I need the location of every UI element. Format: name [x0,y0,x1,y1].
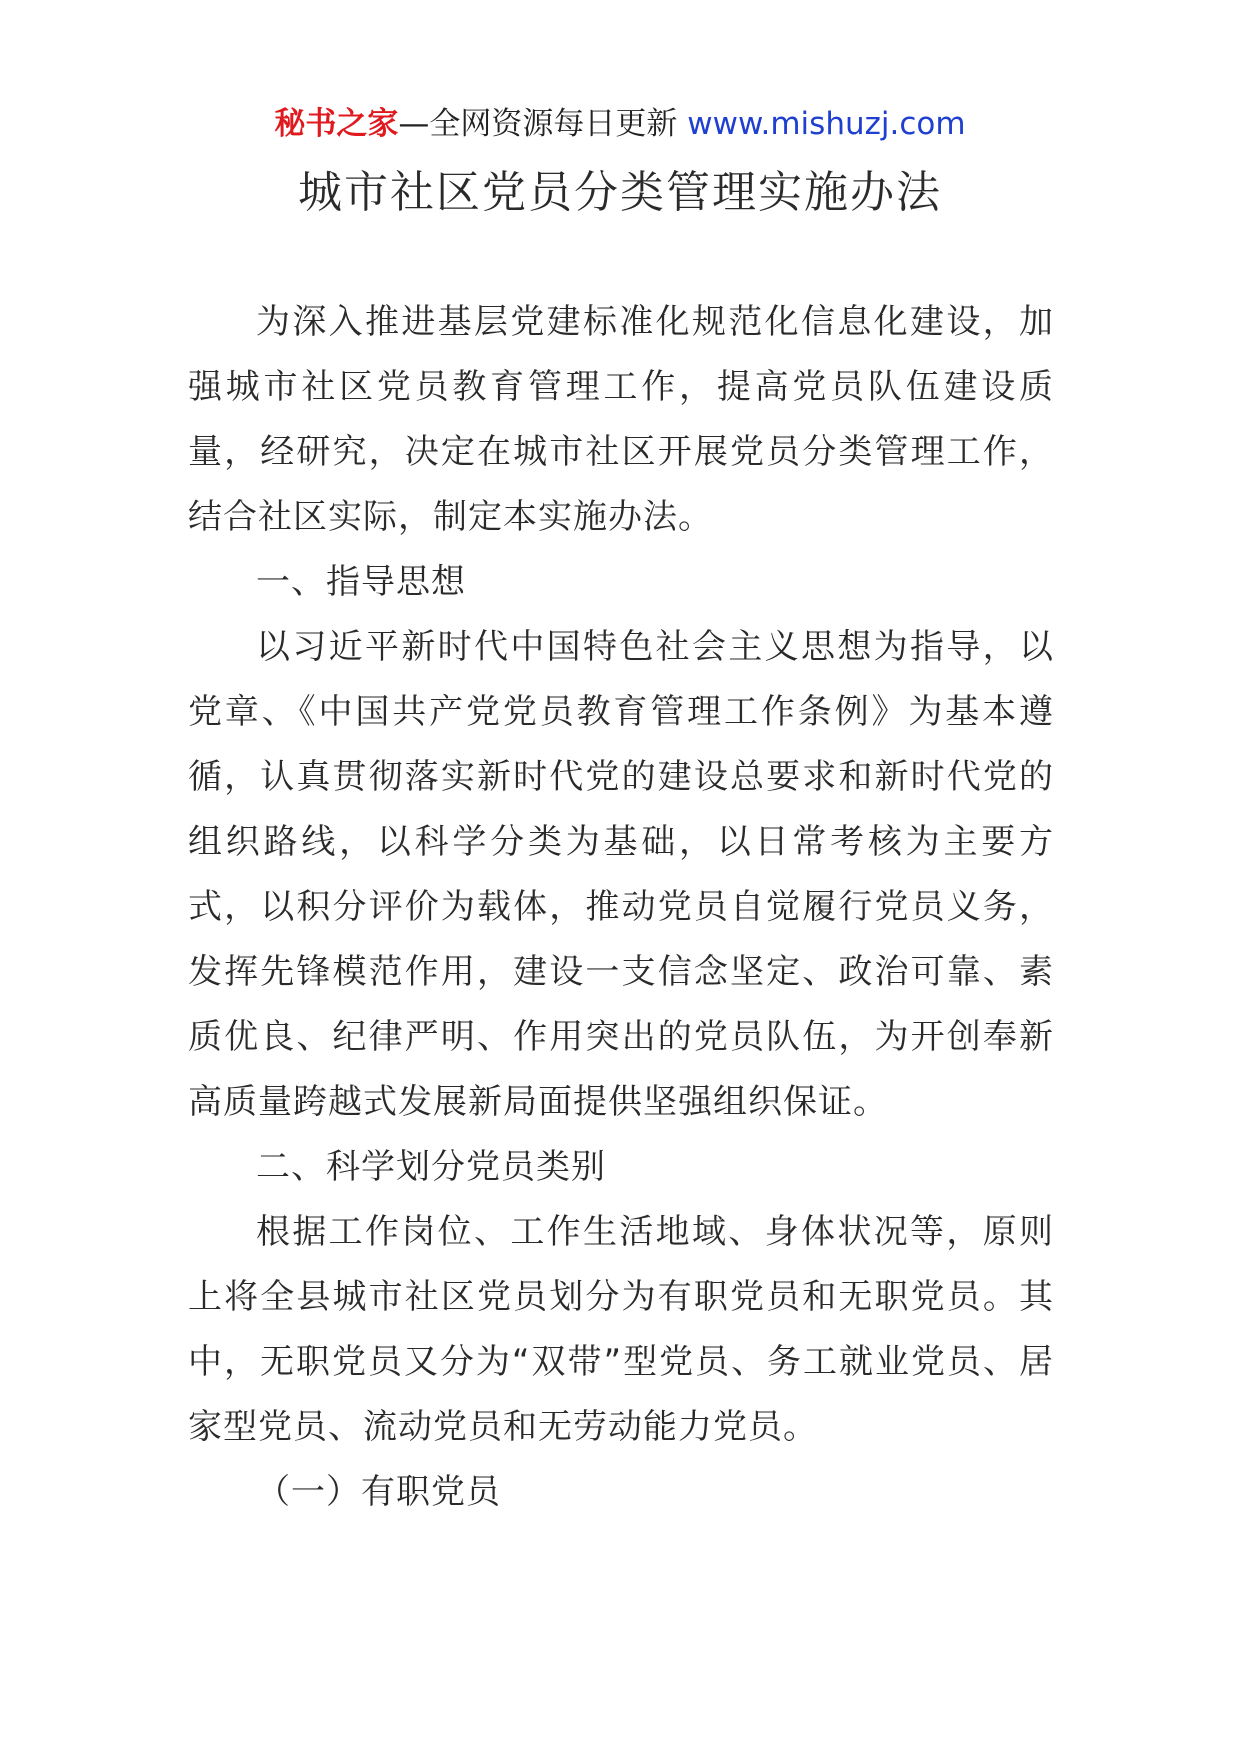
guiding-ideology-paragraph: 以习近平新时代中国特色社会主义思想为指导，以党章、《中国共产党党员教育管理工作条例》为基本遵循，认真贯彻落实新时代党的建设总要求和新时代党的组织路线，以科学分类为基础，以日常考核为主要方式，以积分评价为载体，推动党员自觉履行党员义务，发挥先锋模范作用，建设一支信念坚定、政治可靠、素质优良、纪律严明、作用突出的党员队伍，为开创奉新高质量跨越式发展新局面提供坚强组织保证。 [188,627,1054,1122]
site-header [0,102,1240,146]
header-url-link[interactable]: www.mishuzj.com [687,106,966,142]
classification-paragraph: 根据工作岗位、工作生活地域、身体状况等，原则上将全县城市社区党员划分为有职党员和无职党员。其中，无职党员又分为“双带”型党员、务工就业党员、居家型党员、流动党员和无劳动能力党员。 [188,1212,1054,1447]
header-brand: 秘书之家 [274,106,399,142]
header-slogan: —全网资源每日更新 [398,106,678,142]
subsection-heading-office-holding-members: （一）有职党员 [256,1472,501,1512]
section-heading-guiding-ideology: 一、指导思想 [256,562,466,602]
section-heading-classification: 二、科学划分党员类别 [256,1147,606,1187]
document-title: 城市社区党员分类管理实施办法 [298,167,942,218]
document-body [188,290,1054,1525]
intro-paragraph: 为深入推进基层党建标准化规范化信息化建设，加强城市社区党员教育管理工作，提高党员队伍建设质量，经研究，决定在城市社区开展党员分类管理工作，结合社区实际，制定本实施办法。 [188,302,1054,537]
